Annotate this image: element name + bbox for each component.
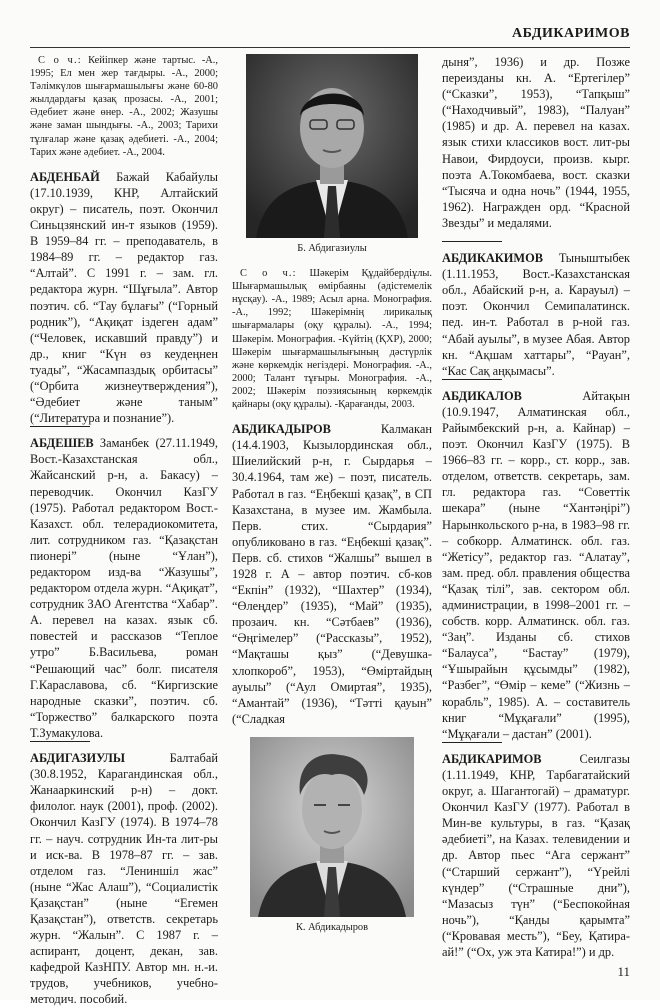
header-rule bbox=[30, 47, 630, 48]
entry-name: АБДИКАКИМОВ bbox=[442, 251, 543, 266]
column-1 bbox=[30, 54, 218, 1008]
entry-name: АБДИКАЛОВ bbox=[442, 388, 522, 403]
entry-name: АБДЕНБАЙ bbox=[30, 169, 100, 184]
portrait-illustration bbox=[250, 737, 414, 917]
entry-continuation: дыня”, 1936) и др. Позже переизданы кн. А. “Ертегілер” (“Сказки”, 1953), “Тапқыш” (“Находчивый”, 1983), “Палуан” (1985) и др. А. перевел на казах. язык стихи классиков вост. лит-ры Навои, Фирдоуси, произв. кырг. поэта А.Токомбаева, вост. сказки “Тысяча и одна ночь” (1944, 1955, 1962). Награжден орд. “Красной Звезды” и медалями. bbox=[442, 55, 630, 230]
running-header bbox=[0, 0, 660, 50]
source-list bbox=[232, 267, 432, 411]
source-intro: С о ч.: bbox=[38, 55, 82, 66]
entry-abdikalov bbox=[442, 379, 630, 742]
entry-name: АБДИКАРИМОВ bbox=[442, 751, 542, 766]
entry-name: АБДИКАДЫРОВ bbox=[232, 422, 331, 437]
entry-abdenbay bbox=[30, 169, 218, 427]
entry-abdikakimov bbox=[442, 241, 630, 379]
header-title: АБДИКАРИМОВ bbox=[512, 26, 630, 41]
portrait-photo-abdikadyrov bbox=[250, 737, 414, 917]
portrait-illustration bbox=[246, 54, 418, 238]
entry-text: Заманбек (27.11.1949, Вост.-Казахстанская обл., Жайсанский р-н, а. Бакасу) – переводчик. Окончил КазГУ (1975). Работал редактором Вост.-Казахст. обл. телерадиокомитета, лит. сотрудником газ. “Қазақстан пионері” (ныне “Ұлан”), редактором изд-ва “Жазушы”, редактором отдела журн. “Ақиқат”, сотрудник ЗАО Агентства “Хабар”. А. перевел на казах. язык сб. повестей и рассказов “Теплое утро” Б.Васильева, роман “Решающий час” болг. писателя Г.Караславова, сб. “Киргизские народные сказки”, поэтич. сб. “Торжество” балкарского поэта Т.Зумакулова. bbox=[30, 436, 218, 740]
entry-name: АБДИГАЗИУЛЫ bbox=[30, 751, 126, 766]
entry-text: Айтақын (10.9.1947, Алматинская обл., Райымбекский р-н, а. Кайнар) – поэт. Окончил КазГУ (1975). В 1966–83 гг. – корр., ст. корр., зав. отделом, ответств. секретарь, зам. гл. редактора газ. “Советтік шекара” (ныне “Хантәңірі”) Нарынкольского р-на, в 1983–98 гг. – собкорр. Алматинск. обл. газ. “Жетісу”, редактор газ. “Алатау”, зам. пред. обл. правления общества “Қазақ тілі”, зав. сектором обл. администрации, в 1998–2001 гг. – собств. корр. Алматинск. обл. газ. “Заң”. Изданы сб. стихов “Балауса”, “Бастау” (1979), “Ұшырайын құсымды” (1982), “Разбег”, “Өмір – кеме” (“Жизнь – корабль”, 1985). А. – составитель книг “Мұқағали” (1995), “Мұқағали – дастан” (2001). bbox=[442, 388, 630, 741]
column-2 bbox=[232, 54, 432, 946]
entry-abdikarimov bbox=[442, 742, 630, 960]
source-text: Шәкерім Құдайбердіұлы. Шығармашылық өмірбаяны (әдістемелік нұсқау). -А., 1989; Асыл арна. Монография. -А., 1992; Шәкерімнің лирикалық шығармалары (оқу құралы). -А., 1994; Шәкерім. Монография. -Күйтің (ҚХР), 2000; Шәкерім шығармашылығының дәстүрлік және көркемдік негіздері. Монография. -А., 2000; Талант тұғыры. Монография. -А., 2002; Шәкерім поэзиясының көркемдік қайнары (оқу құралы). -Қарағанды, 2003. bbox=[232, 268, 433, 411]
entry-text: Сеилгазы (1.11.1949, КНР, Тарбагатайский округ, а. Шагантогай) – драматург. Окончил КазГУ (1977). Работал в Мин-ве культуры, в газ. “Қазақ әдебиеті”, на Казах. телевидении и др. Автор пьес “Ага сержант” (“Старший сержант”), “Үрейлі күндер” (“Страшные дни”), “Мазасыз түн” (“Беспокойная ночь”), “Қанды қарымта” (“Кровавая месть”), “Беу, Қатира-ай!” (“Ох, уж эта Катира!”) и др. bbox=[442, 751, 630, 959]
entry-name: АБДЕШЕВ bbox=[30, 436, 94, 451]
source-list bbox=[30, 54, 218, 159]
entry-abdikadyrov bbox=[232, 421, 432, 727]
photo-caption: Б. Абдигазиулы bbox=[297, 243, 367, 254]
column-3 bbox=[442, 54, 630, 960]
entry-abdeshev bbox=[30, 426, 218, 741]
source-text: Кейіпкер және тартыс. -А., 1995; Ел мен жер тағдыры. -А., 2000; Тәлімкүлов шығармашылығы және 60-80 жылдардағы қазақ прозасы. -А., 2001; Әдебиет және өнер. -А., 2002; Жазушы және заман шындығы. -А., 2003; Тарихи тұлғалар және қазақ әдебиеті. -А., 2004; Тарих және әдебиет. -А., 2004. bbox=[30, 55, 218, 158]
source-intro: С о ч.: bbox=[240, 268, 297, 280]
page-number: 11 bbox=[617, 964, 630, 979]
portrait-photo-abdigaziuly bbox=[246, 54, 418, 238]
entry-abdigaziuly bbox=[30, 741, 218, 1008]
entry-text: Бажай Кабайулы (17.10.1939, КНР, Алтайский округ) – писатель, поэт. Окончил Синьцзянский ин-т языков (1959). В 1959–84 гг. – преподаватель, в 1984–89 гг. – редактор газ. “Алтай”. С 1991 г. – зам. гл. редактора журн. “Шұғыла”. Автор поэтич. сб. “Тау бұлағы” (“Горный родник”), “Ақиқат іздеген адам” (“Человек, искавший правду”) и др., книг “Күн өз кеудеңнен туады”, “Жасампаздық орбитасы” (“Орбита жизнеутверждения”), “Әдебиет және таным” (“Литература и познание”). bbox=[30, 169, 218, 426]
entry-text: Балтабай (30.8.1952, Карагандинская обл., Жанааркинский р-н) – докт. филолог. наук (2001), проф. (2002). Окончил КазГУ (1974). В 1974–78 гг. – науч. сотрудник Ин-та лит-ры и иск-ва. В 1978–87 гг. – зав. отделом газ. “Лениншіл жас” (ныне “Жас Алаш”), “Социалистік Қазақстан” (ныне “Егемен Қазақстан”), ответств. секретарь журн. “Жалын”. С 1987 г. – аспирант, доцент, декан, зав. кафедрой КазНПУ. Автор мн. н.-и. трудов, учебников, учебно-методич. пособий. bbox=[30, 751, 218, 1007]
entry-text: Калмакан (14.4.1903, Кызылординская обл., Шиелийский р-н, г. Сырдарья – 30.4.1964, там же) – поэт, писатель. Работал в газ. “Еңбекші қазақ”, в СП Казахстана, в музее им. Жамбыла. Перв. стих. “Сырдария” опубликовано в газ. “Еңбекші қазақ”. Перв. сб. стихов “Жалшы” вышел в 1928 г. А – автор поэтич. сб-ков “Екпін” (1932), “Шахтер” (1934), “Өлеңдер” (1935), “Май” (1935), прозаич. кн. “Сәтбаев” (1936), “Әңгімелер” (“Рассказы”, 1952), “Мақташы қыз” (“Девушка-хлопкороб”, 1953), “Өміртайдың ауылы” (“Аул Омиртая”, 1935), “Амантай” (1936), “Тәтті қауын” (“Сладкая bbox=[232, 422, 432, 726]
photo-caption: К. Абдикадыров bbox=[295, 921, 369, 933]
entry-text: Тыныштыбек (1.11.1953, Вост.-Казахстанская обл., Абайский р-н, а. Карауыл) – поэт. Окончил Семипалатинск. пед. ин-т. Работал в р-ной газ. “Абай ауылы”, в музее Абая. Автор кн. “Ақшам хаттары”, “Рауан”, “Кас Сақ аңқымасы”. bbox=[442, 251, 630, 378]
